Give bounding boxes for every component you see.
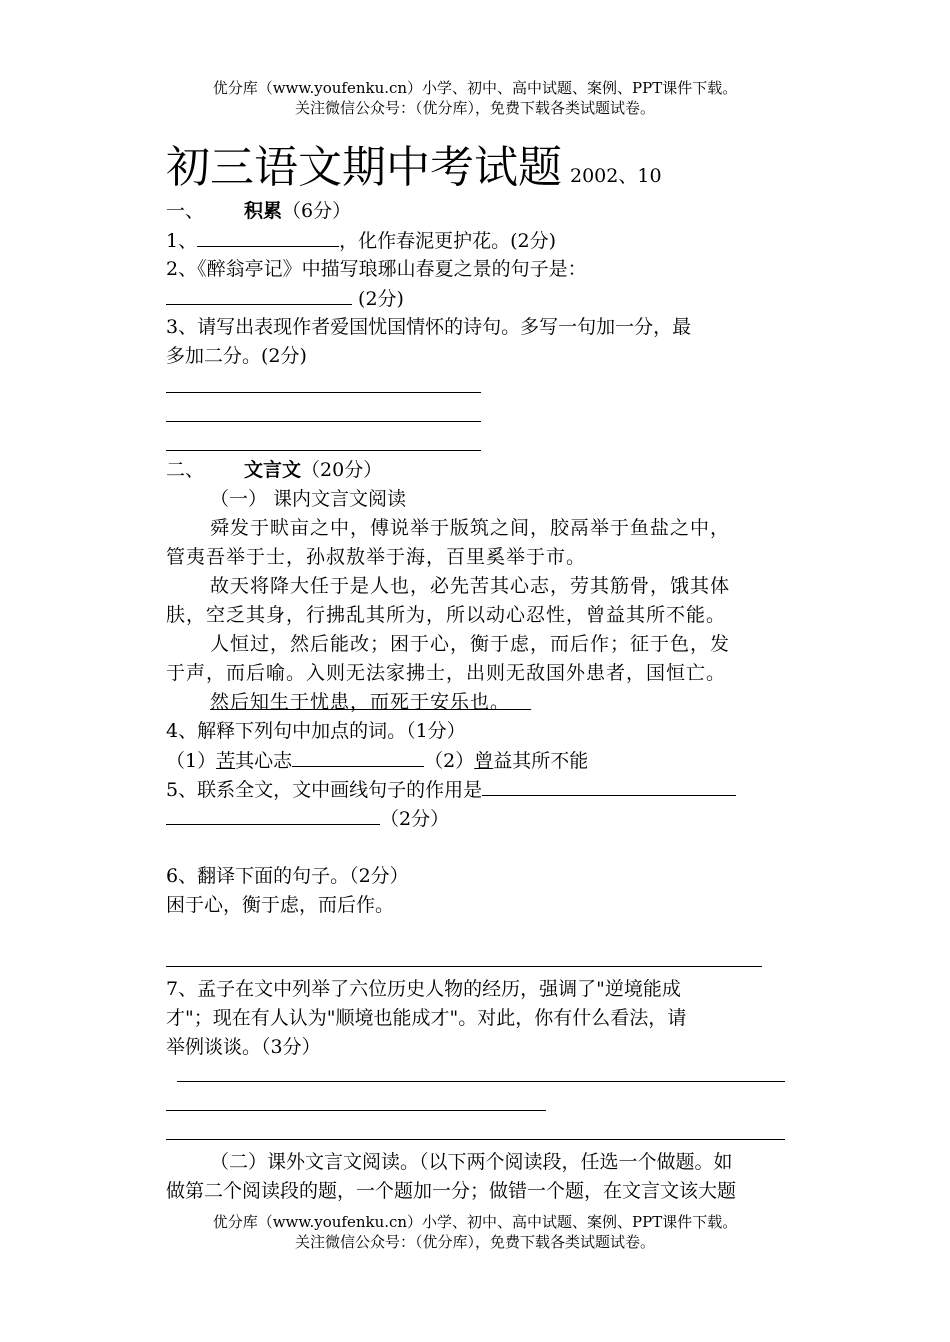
question-6: 6、翻译下面的句子。（2分） bbox=[166, 865, 409, 887]
passage-underlined-sentence bbox=[210, 688, 531, 716]
q6-answer-line[interactable] bbox=[166, 966, 762, 967]
passage-line: 人恒过，然后能改；困于心，衡于虑，而后作；征于色，发 bbox=[210, 633, 731, 655]
title-main: 初三语文期中考试题 bbox=[166, 142, 562, 193]
q4-b-prefix: （2） bbox=[424, 750, 475, 772]
q4-a-blank[interactable] bbox=[292, 746, 424, 767]
header-line-1: 优分库（www.youfenku.cn）小学、初中、高中试题、案例、PPT课件下载。 bbox=[212, 79, 738, 97]
q7-answer-line-2[interactable] bbox=[166, 1110, 546, 1111]
passage-line: 舜发于畎亩之中，傅说举于版筑之间，胶鬲举于鱼盐之中， bbox=[210, 517, 731, 539]
subsection-2-line1: （二）课外文言文阅读。（以下两个阅读段，任选一个做题。如 bbox=[210, 1151, 733, 1173]
question-2: 2、《醉翁亭记》中描写琅琊山春夏之景的句子是： bbox=[166, 258, 587, 280]
underlined-sentence: 然后知生于忧患，而死于安乐也。 bbox=[210, 691, 511, 713]
section2-score: （20分） bbox=[301, 459, 383, 481]
q4-a-prefix: （1） bbox=[166, 750, 217, 772]
q5-blank-2[interactable] bbox=[166, 804, 380, 825]
question-6-sentence: 困于心，衡于虑，而后作。 bbox=[166, 894, 395, 916]
q4-a-dotted-word: 苦 bbox=[216, 750, 236, 772]
question-7-line2: 才"；现在有人认为"顺境也能成才"。对此，你有什么看法，请 bbox=[166, 1007, 687, 1029]
title-date: 2002、10 bbox=[570, 165, 662, 187]
section1-num: 一、 bbox=[166, 200, 205, 222]
section2-heading bbox=[166, 456, 382, 484]
q1-num: 1、 bbox=[166, 230, 198, 252]
q7-answer-line-1[interactable] bbox=[177, 1081, 785, 1082]
footer-line-1: 优分库（www.youfenku.cn）小学、初中、高中试题、案例、PPT课件下载。 bbox=[212, 1213, 738, 1231]
section1-score: （6分） bbox=[282, 200, 352, 222]
q5-text: 5、联系全文，文中画线句子的作用是 bbox=[166, 779, 483, 801]
q4-b-dotted-word: 曾 bbox=[474, 750, 494, 772]
question-7-line3: 举例谈谈。（3分） bbox=[166, 1036, 321, 1058]
q1-text: ，化作春泥更护花。(2分) bbox=[339, 230, 557, 252]
subsection-2-line2: 做第二个阅读段的题，一个题加一分；做错一个题，在文言文该大题 bbox=[166, 1180, 737, 1202]
question-5 bbox=[166, 775, 736, 804]
question-2-answer bbox=[166, 284, 404, 313]
section2-name: 文言文 bbox=[244, 459, 302, 481]
q2-blank[interactable] bbox=[166, 284, 352, 305]
subsection-1-title: （一） 课内文言文阅读 bbox=[210, 488, 407, 510]
q4-a-rest: 其心志 bbox=[235, 750, 293, 772]
section2-num: 二、 bbox=[166, 459, 205, 481]
question-3-line1: 3、请写出表现作者爱国忧国情怀的诗句。多写一句加一分，最 bbox=[166, 316, 692, 338]
q3-answer-line-2[interactable] bbox=[166, 421, 481, 422]
q5-score: （2分） bbox=[380, 808, 450, 830]
question-3-line2: 多加二分。(2分) bbox=[166, 345, 307, 367]
q2-score: (2分) bbox=[358, 288, 404, 310]
q3-answer-line-1[interactable] bbox=[166, 392, 481, 393]
q5-blank-1[interactable] bbox=[482, 775, 736, 796]
question-4-items bbox=[166, 746, 588, 775]
header-line-2: 关注微信公众号：（优分库），免费下载各类试题试卷。 bbox=[294, 99, 655, 117]
question-7-line1: 7、孟子在文中列举了六位历史人物的经历，强调了"逆境能成 bbox=[166, 978, 681, 1000]
q4-b-rest: 益其所不能 bbox=[493, 750, 589, 772]
passage-line: 于声，而后喻。入则无法家拂士，出则无敌国外患者，国恒亡。 bbox=[166, 662, 727, 684]
q3-answer-line-3[interactable] bbox=[166, 450, 481, 451]
passage-line: 故天将降大任于是人也，必先苦其心志，劳其筋骨，饿其体 bbox=[210, 575, 731, 597]
question-5-cont bbox=[166, 804, 449, 833]
passage-line: 管夷吾举于士，孙叔敖举于海，百里奚举于市。 bbox=[166, 546, 587, 568]
section1-heading bbox=[166, 197, 351, 225]
question-4: 4、解释下列句中加点的词。（1分） bbox=[166, 720, 466, 742]
question-1 bbox=[166, 226, 556, 255]
page-title bbox=[166, 138, 662, 198]
section1-name: 积累 bbox=[244, 200, 283, 222]
q7-answer-line-3[interactable] bbox=[166, 1139, 785, 1140]
passage-line: 肤，空乏其身，行拂乱其所为，所以动心忍性，曾益其所不能。 bbox=[166, 604, 727, 626]
q1-blank[interactable] bbox=[197, 226, 339, 247]
footer-line-2: 关注微信公众号：（优分库），免费下载各类试题试卷。 bbox=[294, 1233, 655, 1251]
